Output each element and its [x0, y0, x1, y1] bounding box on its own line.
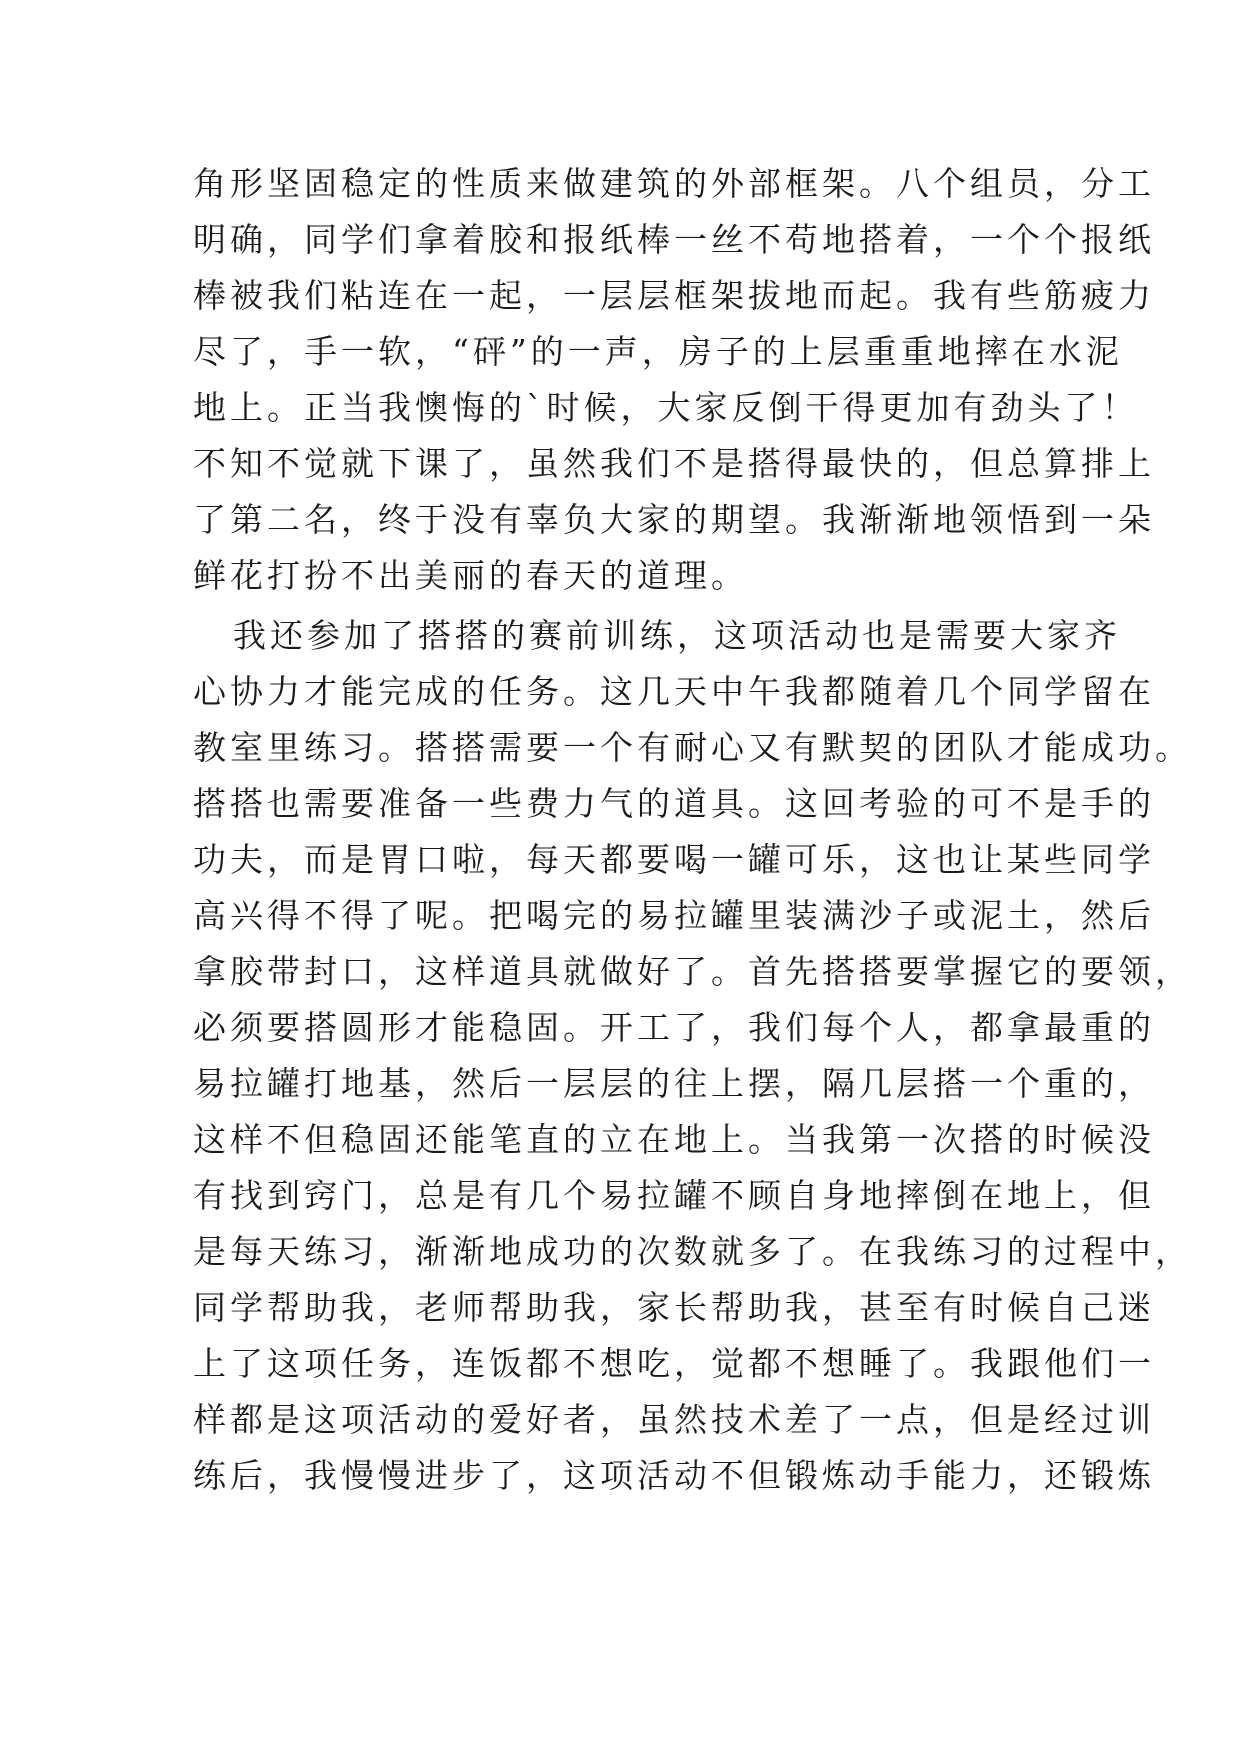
text-line: 心协力才能完成的任务。这几天中午我都随着几个同学留在 [193, 672, 1155, 711]
text-line: 不知不觉就下课了，虽然我们不是搭得最快的，但总算排上 [193, 444, 1155, 483]
paragraph-first-line: 我还参加了搭搭的赛前训练，这项活动也是需要大家齐 [233, 616, 1121, 655]
text-line: 角形坚固稳定的性质来做建筑的外部框架。八个组员，分工 [193, 164, 1155, 203]
text-line: 是每天练习，渐渐地成功的次数就多了。在我练习的过程中， [193, 1232, 1192, 1271]
text-line: 易拉罐打地基，然后一层层的往上摆，隔几层搭一个重的， [193, 1064, 1155, 1103]
text-line: 必须要搭圆形才能稳固。开工了，我们每个人，都拿最重的 [193, 1008, 1155, 1047]
text-line: 鲜花打扮不出美丽的春天的道理。 [193, 556, 748, 595]
text-line: 了第二名，终于没有辜负大家的期望。我渐渐地领悟到一朵 [193, 500, 1155, 539]
text-line: 这样不但稳固还能笔直的立在地上。当我第一次搭的时候没 [193, 1120, 1155, 1159]
text-line: 功夫，而是胃口啦，每天都要喝一罐可乐，这也让某些同学 [193, 840, 1155, 879]
text-line: 教室里练习。搭搭需要一个有耐心又有默契的团队才能成功。 [193, 728, 1192, 767]
text-line: 高兴得不得了呢。把喝完的易拉罐里装满沙子或泥土，然后 [193, 896, 1155, 935]
text-line: 上了这项任务，连饭都不想吃，觉都不想睡了。我跟他们一 [193, 1344, 1155, 1383]
text-line: 棒被我们粘连在一起，一层层框架拔地而起。我有些筋疲力 [193, 276, 1155, 315]
text-line: 同学帮助我，老师帮助我，家长帮助我，甚至有时候自己迷 [193, 1288, 1155, 1327]
text-line: 明确，同学们拿着胶和报纸棒一丝不苟地搭着，一个个报纸 [193, 220, 1155, 259]
text-line: 地上。正当我懊悔的`时候，大家反倒干得更加有劲头了！ [193, 388, 1139, 427]
text-line: 尽了，手一软，“砰”的一声，房子的上层重重地摔在水泥 [193, 332, 1123, 371]
text-line: 有找到窍门，总是有几个易拉罐不顾自身地摔倒在地上，但 [193, 1176, 1155, 1215]
text-line: 拿胶带封口，这样道具就做好了。首先搭搭要掌握它的要领， [193, 952, 1192, 991]
text-line: 练后，我慢慢进步了，这项活动不但锻炼动手能力，还锻炼 [193, 1456, 1155, 1495]
text-line: 样都是这项活动的爱好者，虽然技术差了一点，但是经过训 [193, 1400, 1155, 1439]
text-line: 搭搭也需要准备一些费力气的道具。这回考验的可不是手的 [193, 784, 1155, 823]
